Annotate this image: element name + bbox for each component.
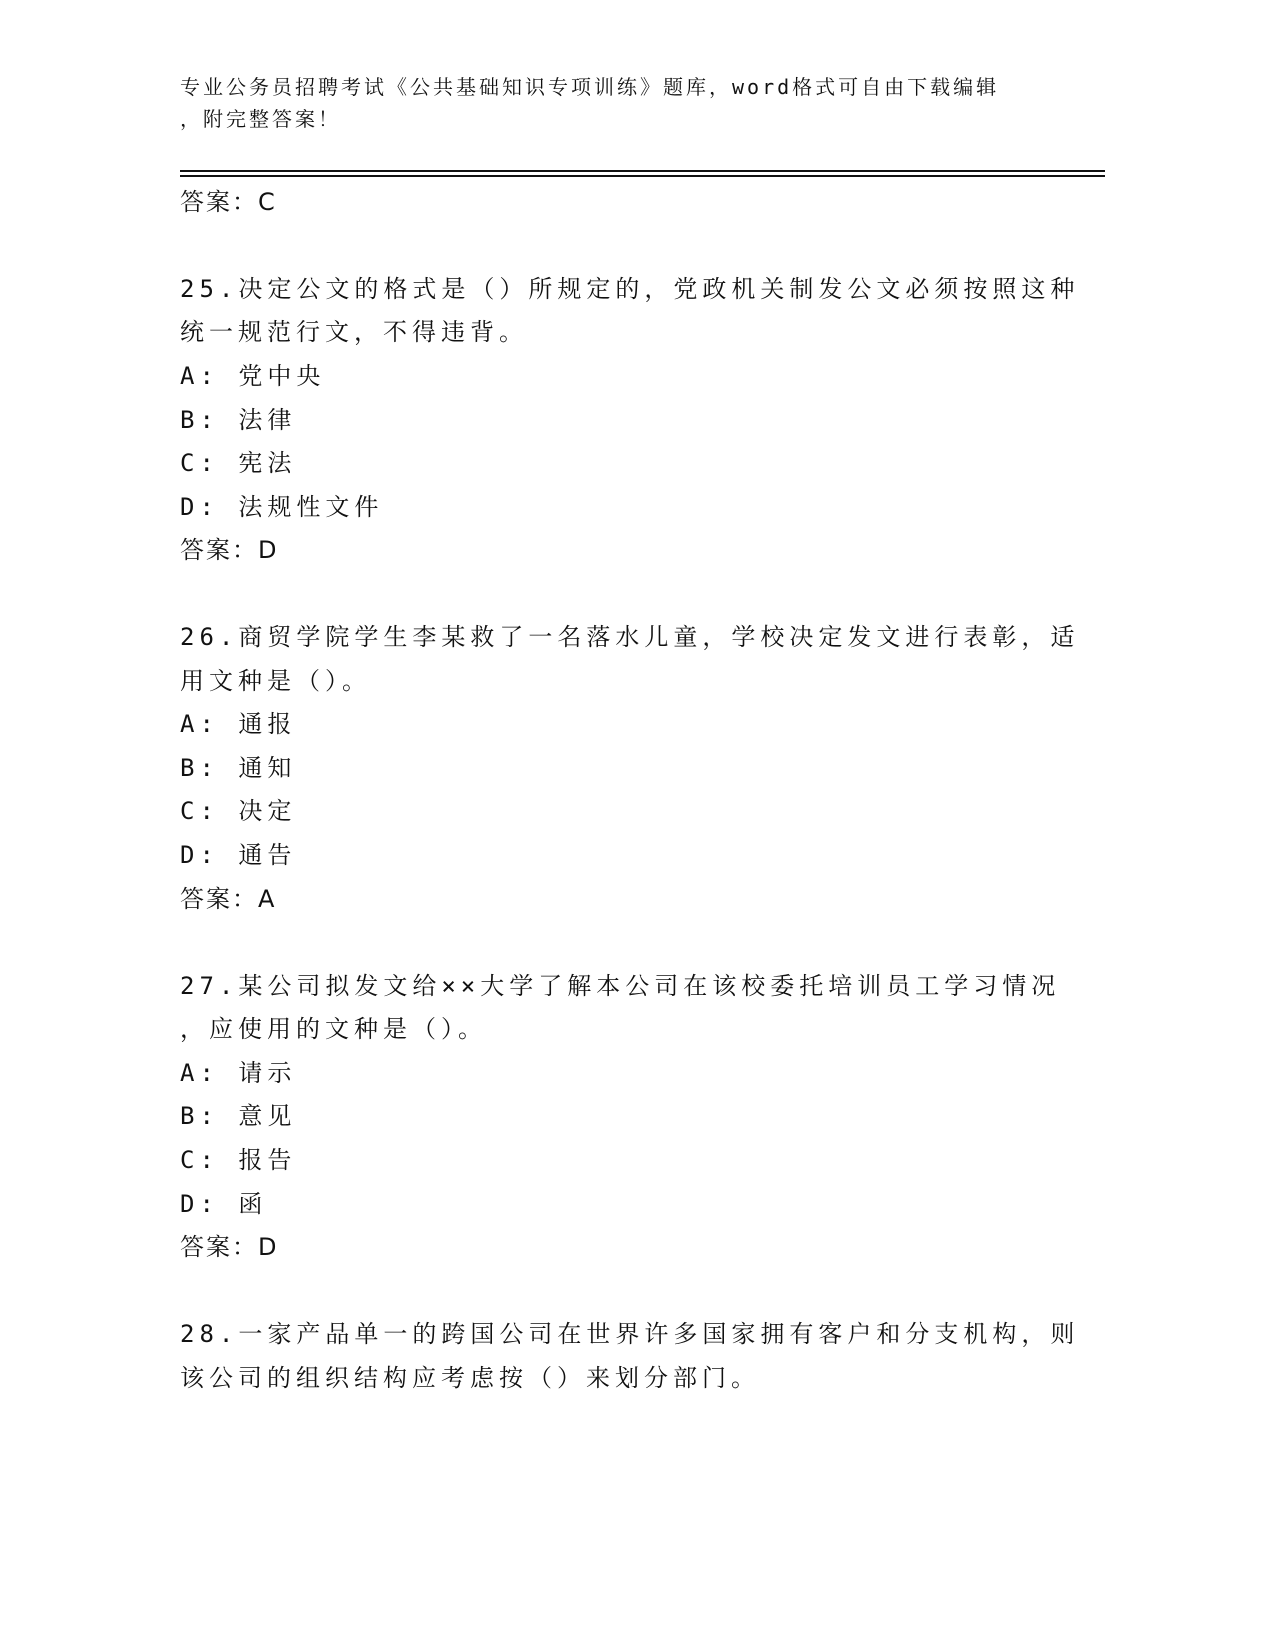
question-26-option-c: C: 决定 xyxy=(180,797,297,825)
question-27-option-d: D: 函 xyxy=(180,1190,268,1218)
question-25-line-2: 统一规范行文，不得违背。 xyxy=(180,318,528,346)
question-27-option-c: C: 报告 xyxy=(180,1146,297,1174)
question-27-line-1: 27.某公司拟发文给××大学了解本公司在该校委托培训员工学习情况 xyxy=(180,972,1061,1000)
header-divider-top xyxy=(180,170,1105,172)
header-divider-bottom xyxy=(180,175,1105,177)
question-25-option-c: C: 宪法 xyxy=(180,449,297,477)
question-26-line-2: 用文种是（）。 xyxy=(180,667,371,695)
question-26-option-d: D: 通告 xyxy=(180,841,297,869)
question-27-line-2: ，应使用的文种是（）。 xyxy=(180,1015,487,1043)
document-header-line-1: 专业公务员招聘考试《公共基础知识专项训练》题库，word格式可自由下载编辑 xyxy=(180,75,1000,99)
question-28-line-1: 28.一家产品单一的跨国公司在世界许多国家拥有客户和分支机构，则 xyxy=(180,1320,1080,1348)
question-28-line-2: 该公司的组织结构应考虑按（）来划分部门。 xyxy=(180,1364,760,1392)
question-25-option-a: A: 党中央 xyxy=(180,362,326,390)
question-25-answer: 答案：D xyxy=(180,536,279,564)
question-26-option-a: A: 通报 xyxy=(180,710,297,738)
question-27-option-a: A: 请示 xyxy=(180,1059,297,1087)
question-27-option-b: B: 意见 xyxy=(180,1102,297,1130)
question-26-line-1: 26.商贸学院学生李某救了一名落水儿童，学校决定发文进行表彰，适 xyxy=(180,623,1080,651)
question-25-option-d: D: 法规性文件 xyxy=(180,493,384,521)
question-26-answer: 答案：A xyxy=(180,885,277,913)
question-27-answer: 答案：D xyxy=(180,1233,279,1261)
previous-answer: 答案：C xyxy=(180,188,277,216)
document-header-line-2: ，附完整答案！ xyxy=(180,107,341,131)
question-25-option-b: B: 法律 xyxy=(180,406,297,434)
question-26-option-b: B: 通知 xyxy=(180,754,297,782)
question-25-line-1: 25.决定公文的格式是（）所规定的，党政机关制发公文必须按照这种 xyxy=(180,275,1080,303)
